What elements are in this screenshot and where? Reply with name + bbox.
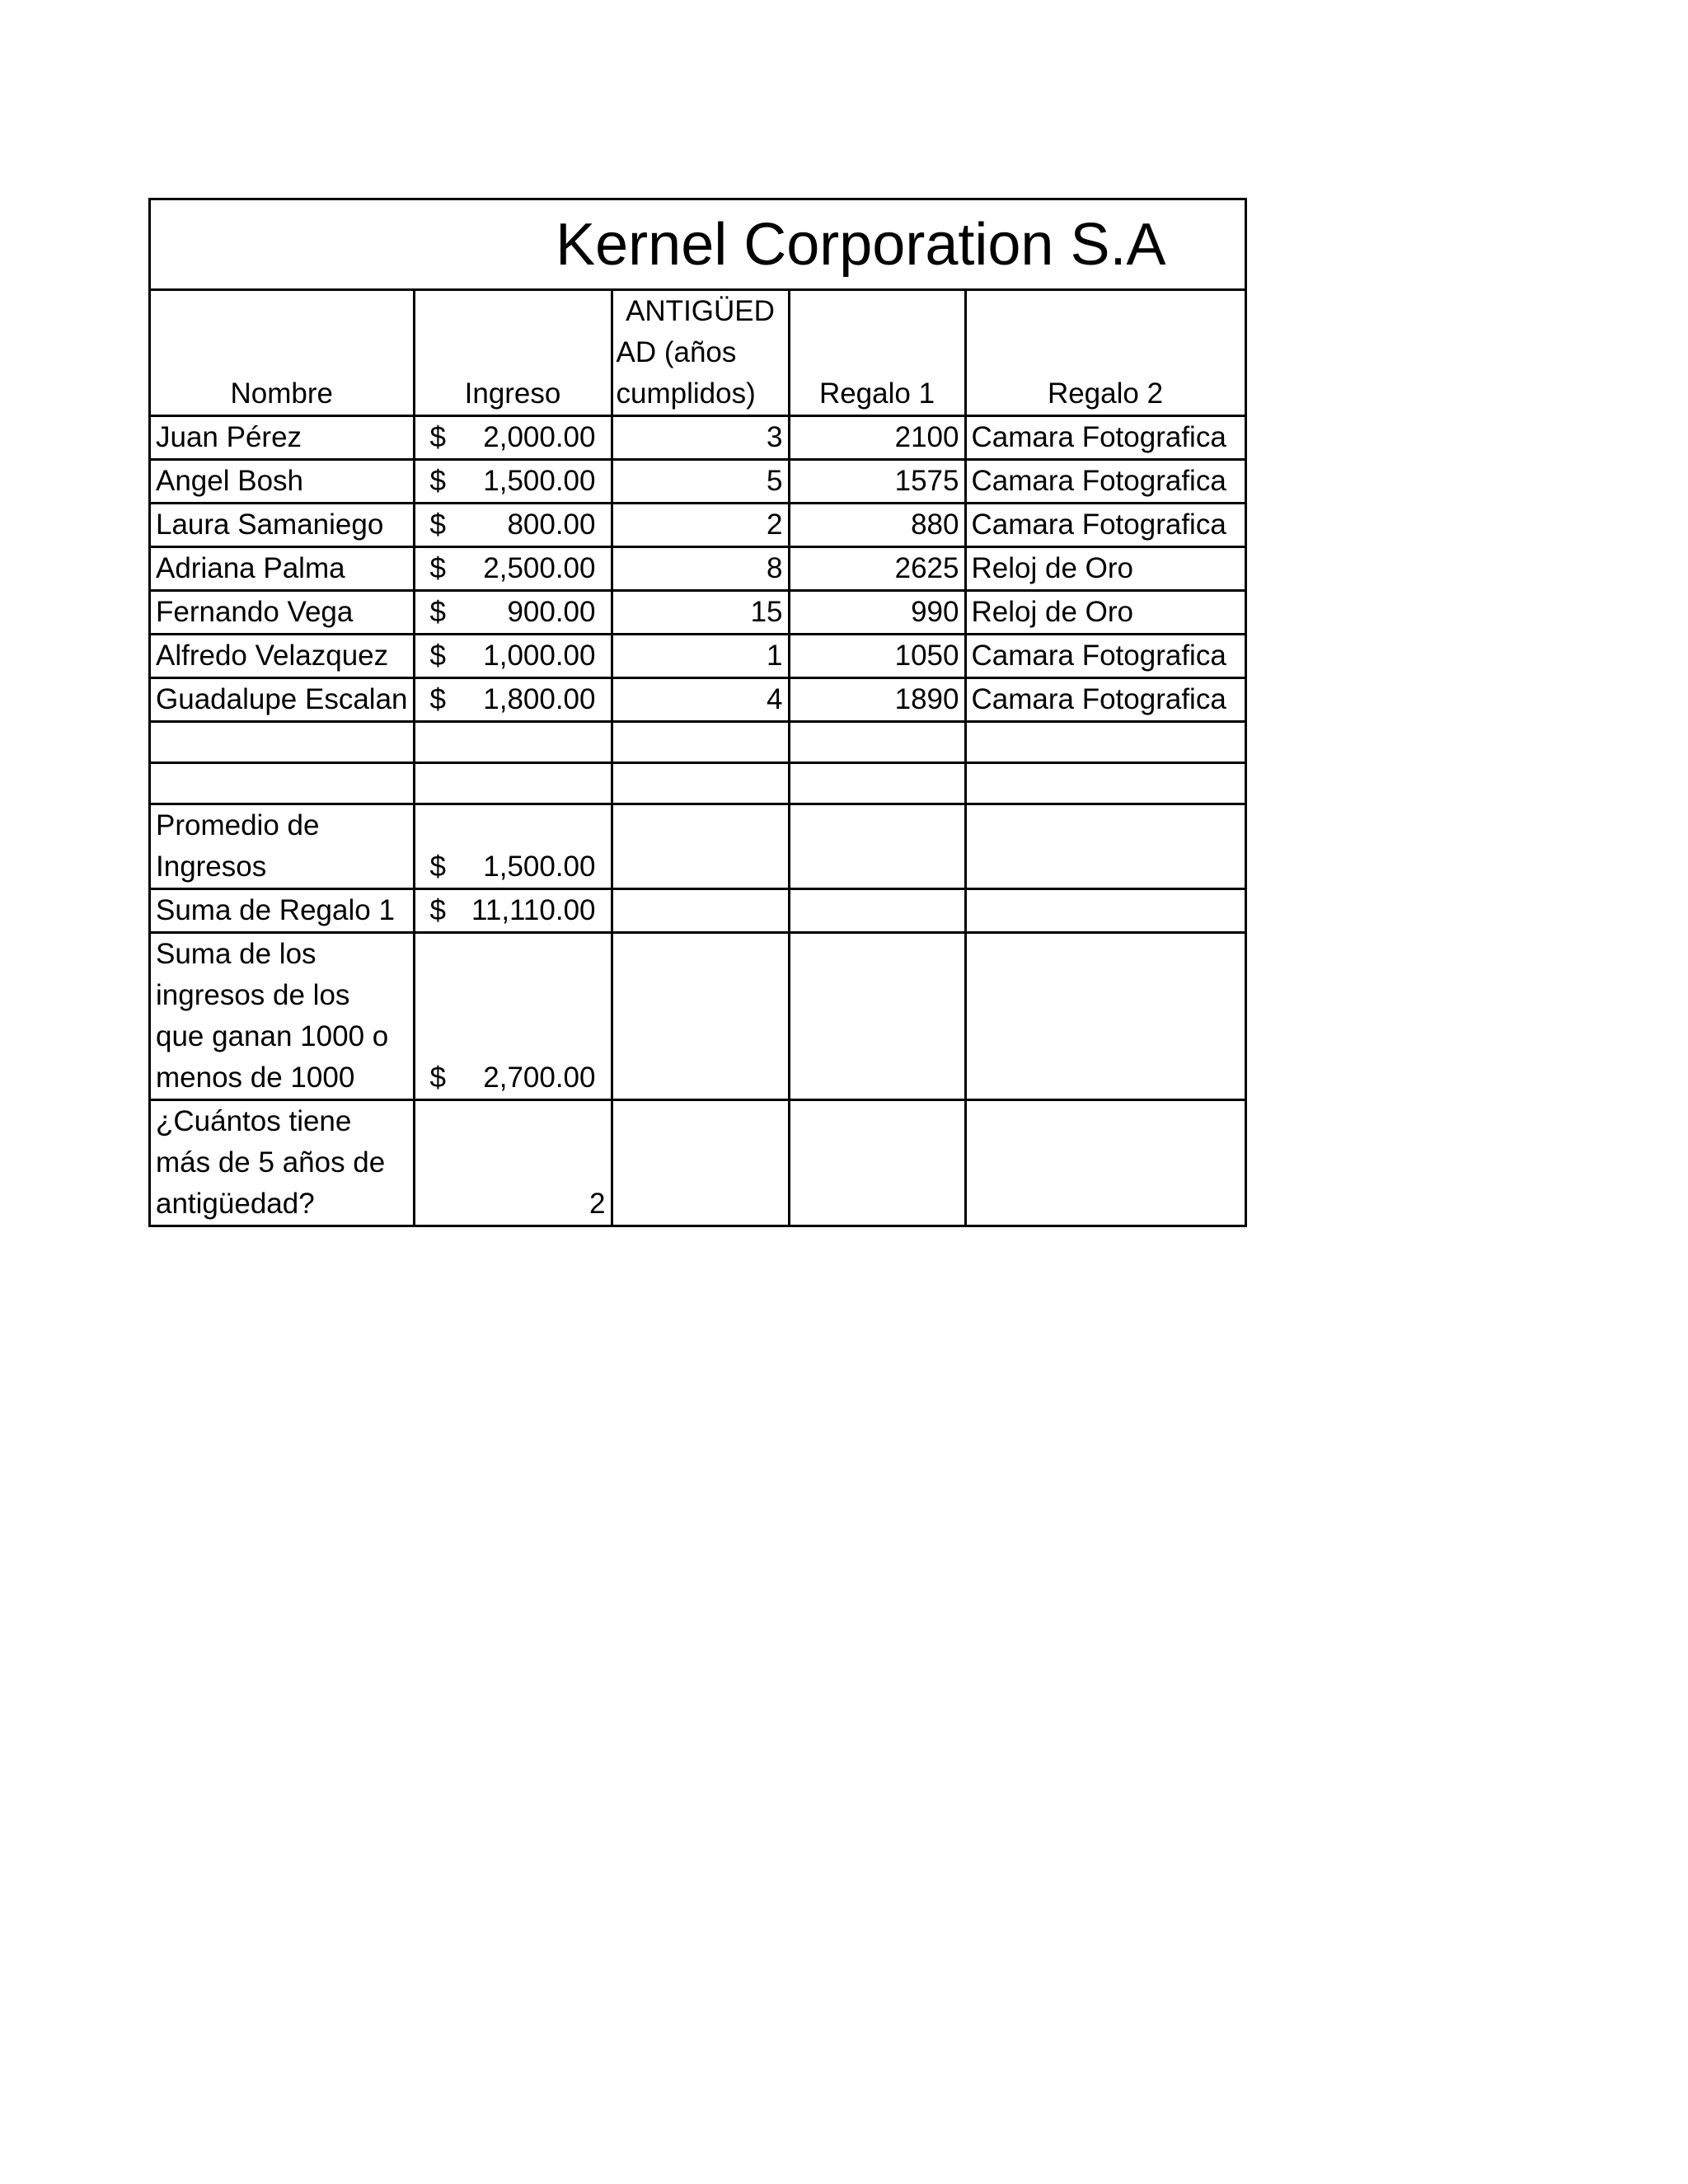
table-row bbox=[150, 547, 1246, 591]
currency-symbol: $ bbox=[429, 640, 446, 672]
table-row bbox=[150, 460, 1246, 504]
currency-symbol: $ bbox=[429, 509, 446, 541]
cell-nombre[interactable]: Angel Bosh bbox=[150, 460, 415, 504]
cell-regalo1[interactable]: 2100 bbox=[789, 416, 965, 460]
title-row bbox=[150, 199, 1246, 290]
currency-symbol: $ bbox=[429, 683, 446, 715]
amount: 800.00 bbox=[507, 509, 596, 541]
summary-label[interactable] bbox=[150, 804, 415, 889]
summary-label[interactable]: Suma de Regalo 1 bbox=[150, 889, 415, 933]
cell-ingreso[interactable] bbox=[414, 591, 612, 635]
cell-antiguedad[interactable]: 5 bbox=[612, 460, 789, 504]
summary-label[interactable] bbox=[150, 933, 415, 1100]
cell-antiguedad[interactable]: 1 bbox=[612, 635, 789, 678]
summary-row-promedio bbox=[150, 804, 1246, 889]
summary-row-suma-ingresos bbox=[150, 933, 1246, 1100]
amount: 2,000.00 bbox=[483, 421, 596, 453]
empty-cell[interactable] bbox=[789, 722, 965, 763]
empty-cell[interactable] bbox=[414, 722, 612, 763]
empty-cell[interactable] bbox=[150, 722, 415, 763]
header-antiguedad[interactable] bbox=[612, 290, 789, 416]
cell-nombre[interactable]: Alfredo Velazquez bbox=[150, 635, 415, 678]
cell-antiguedad[interactable]: 3 bbox=[612, 416, 789, 460]
cell-regalo2[interactable]: Camara Fotografica bbox=[965, 678, 1245, 722]
empty-cell[interactable] bbox=[612, 889, 789, 933]
amount: 900.00 bbox=[507, 596, 596, 628]
empty-cell[interactable] bbox=[789, 804, 965, 889]
header-nombre[interactable]: Nombre bbox=[150, 290, 415, 416]
cell-regalo1[interactable]: 2625 bbox=[789, 547, 965, 591]
summary-label-line: menos de 1000 bbox=[156, 1062, 355, 1094]
summary-label-line: más de 5 años de bbox=[156, 1146, 386, 1179]
empty-cell[interactable] bbox=[789, 933, 965, 1100]
cell-regalo1[interactable]: 880 bbox=[789, 504, 965, 547]
spreadsheet-table bbox=[148, 198, 1247, 1227]
cell-ingreso[interactable] bbox=[414, 416, 612, 460]
empty-cell[interactable] bbox=[965, 804, 1245, 889]
empty-cell[interactable] bbox=[612, 763, 789, 804]
empty-cell[interactable] bbox=[965, 763, 1245, 804]
amount: 1,500.00 bbox=[483, 851, 596, 883]
summary-label-line: Ingresos bbox=[156, 851, 267, 883]
currency-symbol: $ bbox=[429, 1062, 446, 1094]
cell-ingreso[interactable] bbox=[414, 460, 612, 504]
empty-cell[interactable] bbox=[612, 722, 789, 763]
cell-nombre[interactable]: Guadalupe Escalan bbox=[150, 678, 415, 722]
cell-antiguedad[interactable]: 2 bbox=[612, 504, 789, 547]
currency-symbol: $ bbox=[429, 851, 446, 883]
currency-symbol: $ bbox=[429, 596, 446, 628]
empty-cell[interactable] bbox=[612, 804, 789, 889]
empty-cell[interactable] bbox=[789, 889, 965, 933]
cell-nombre[interactable]: Laura Samaniego bbox=[150, 504, 415, 547]
header-regalo1[interactable]: Regalo 1 bbox=[789, 290, 965, 416]
cell-ingreso[interactable] bbox=[414, 547, 612, 591]
empty-cell[interactable] bbox=[965, 889, 1245, 933]
cell-antiguedad[interactable]: 15 bbox=[612, 591, 789, 635]
sheet-title[interactable]: Kernel Corporation S.A bbox=[150, 199, 1246, 290]
header-regalo2[interactable]: Regalo 2 bbox=[965, 290, 1245, 416]
summary-label-line: Suma de los bbox=[156, 938, 316, 970]
table-row bbox=[150, 504, 1246, 547]
cell-regalo2[interactable]: Camara Fotografica bbox=[965, 460, 1245, 504]
empty-cell[interactable] bbox=[612, 933, 789, 1100]
summary-row-cuantos bbox=[150, 1100, 1246, 1226]
cell-antiguedad[interactable]: 8 bbox=[612, 547, 789, 591]
summary-value[interactable] bbox=[414, 933, 612, 1100]
summary-label-line: ingresos de los bbox=[156, 979, 350, 1011]
currency-symbol: $ bbox=[429, 552, 446, 584]
cell-regalo2[interactable]: Reloj de Oro bbox=[965, 547, 1245, 591]
table-row bbox=[150, 635, 1246, 678]
summary-label-line: antigüedad? bbox=[156, 1188, 315, 1220]
summary-label[interactable] bbox=[150, 1100, 415, 1226]
amount: 1,800.00 bbox=[483, 683, 596, 715]
empty-cell[interactable] bbox=[965, 722, 1245, 763]
empty-cell[interactable] bbox=[965, 1100, 1245, 1226]
cell-nombre[interactable]: Adriana Palma bbox=[150, 547, 415, 591]
cell-nombre[interactable]: Fernando Vega bbox=[150, 591, 415, 635]
summary-label-line: ¿Cuántos tiene bbox=[156, 1105, 352, 1137]
cell-regalo1[interactable]: 1050 bbox=[789, 635, 965, 678]
header-antiguedad-line: cumplidos) bbox=[616, 377, 756, 410]
empty-cell[interactable] bbox=[965, 933, 1245, 1100]
empty-row bbox=[150, 763, 1246, 804]
summary-label-line: Promedio de bbox=[156, 809, 320, 841]
cell-ingreso[interactable] bbox=[414, 635, 612, 678]
summary-label-line: que ganan 1000 o bbox=[156, 1020, 389, 1052]
amount: 2,500.00 bbox=[483, 552, 596, 584]
cell-regalo1[interactable]: 990 bbox=[789, 591, 965, 635]
cell-regalo2[interactable]: Reloj de Oro bbox=[965, 591, 1245, 635]
cell-antiguedad[interactable]: 4 bbox=[612, 678, 789, 722]
amount: 11,110.00 bbox=[471, 894, 596, 926]
cell-nombre[interactable]: Juan Pérez bbox=[150, 416, 415, 460]
empty-cell[interactable] bbox=[789, 763, 965, 804]
empty-row bbox=[150, 722, 1246, 763]
table-row bbox=[150, 416, 1246, 460]
amount: 1,000.00 bbox=[483, 640, 596, 672]
currency-symbol: $ bbox=[429, 465, 446, 497]
summary-value[interactable]: 2 bbox=[414, 1100, 612, 1226]
amount: 2,700.00 bbox=[483, 1062, 596, 1094]
table-row bbox=[150, 591, 1246, 635]
table-row bbox=[150, 678, 1246, 722]
summary-row-suma-regalo bbox=[150, 889, 1246, 933]
summary-value[interactable] bbox=[414, 889, 612, 933]
cell-ingreso[interactable] bbox=[414, 678, 612, 722]
cell-regalo2[interactable]: Camara Fotografica bbox=[965, 416, 1245, 460]
amount: 1,500.00 bbox=[483, 465, 596, 497]
cell-regalo2[interactable]: Camara Fotografica bbox=[965, 635, 1245, 678]
cell-regalo1[interactable]: 1575 bbox=[789, 460, 965, 504]
currency-symbol: $ bbox=[429, 421, 446, 453]
header-row bbox=[150, 290, 1246, 416]
empty-cell[interactable] bbox=[150, 763, 415, 804]
summary-value[interactable] bbox=[414, 804, 612, 889]
header-antiguedad-line: AD (años bbox=[616, 336, 737, 368]
cell-regalo2[interactable]: Camara Fotografica bbox=[965, 504, 1245, 547]
currency-symbol: $ bbox=[429, 894, 446, 926]
empty-cell[interactable] bbox=[414, 763, 612, 804]
empty-cell[interactable] bbox=[789, 1100, 965, 1226]
cell-regalo1[interactable]: 1890 bbox=[789, 678, 965, 722]
header-antiguedad-line: ANTIGÜED bbox=[626, 295, 775, 327]
header-ingreso[interactable]: Ingreso bbox=[414, 290, 612, 416]
cell-ingreso[interactable] bbox=[414, 504, 612, 547]
empty-cell[interactable] bbox=[612, 1100, 789, 1226]
